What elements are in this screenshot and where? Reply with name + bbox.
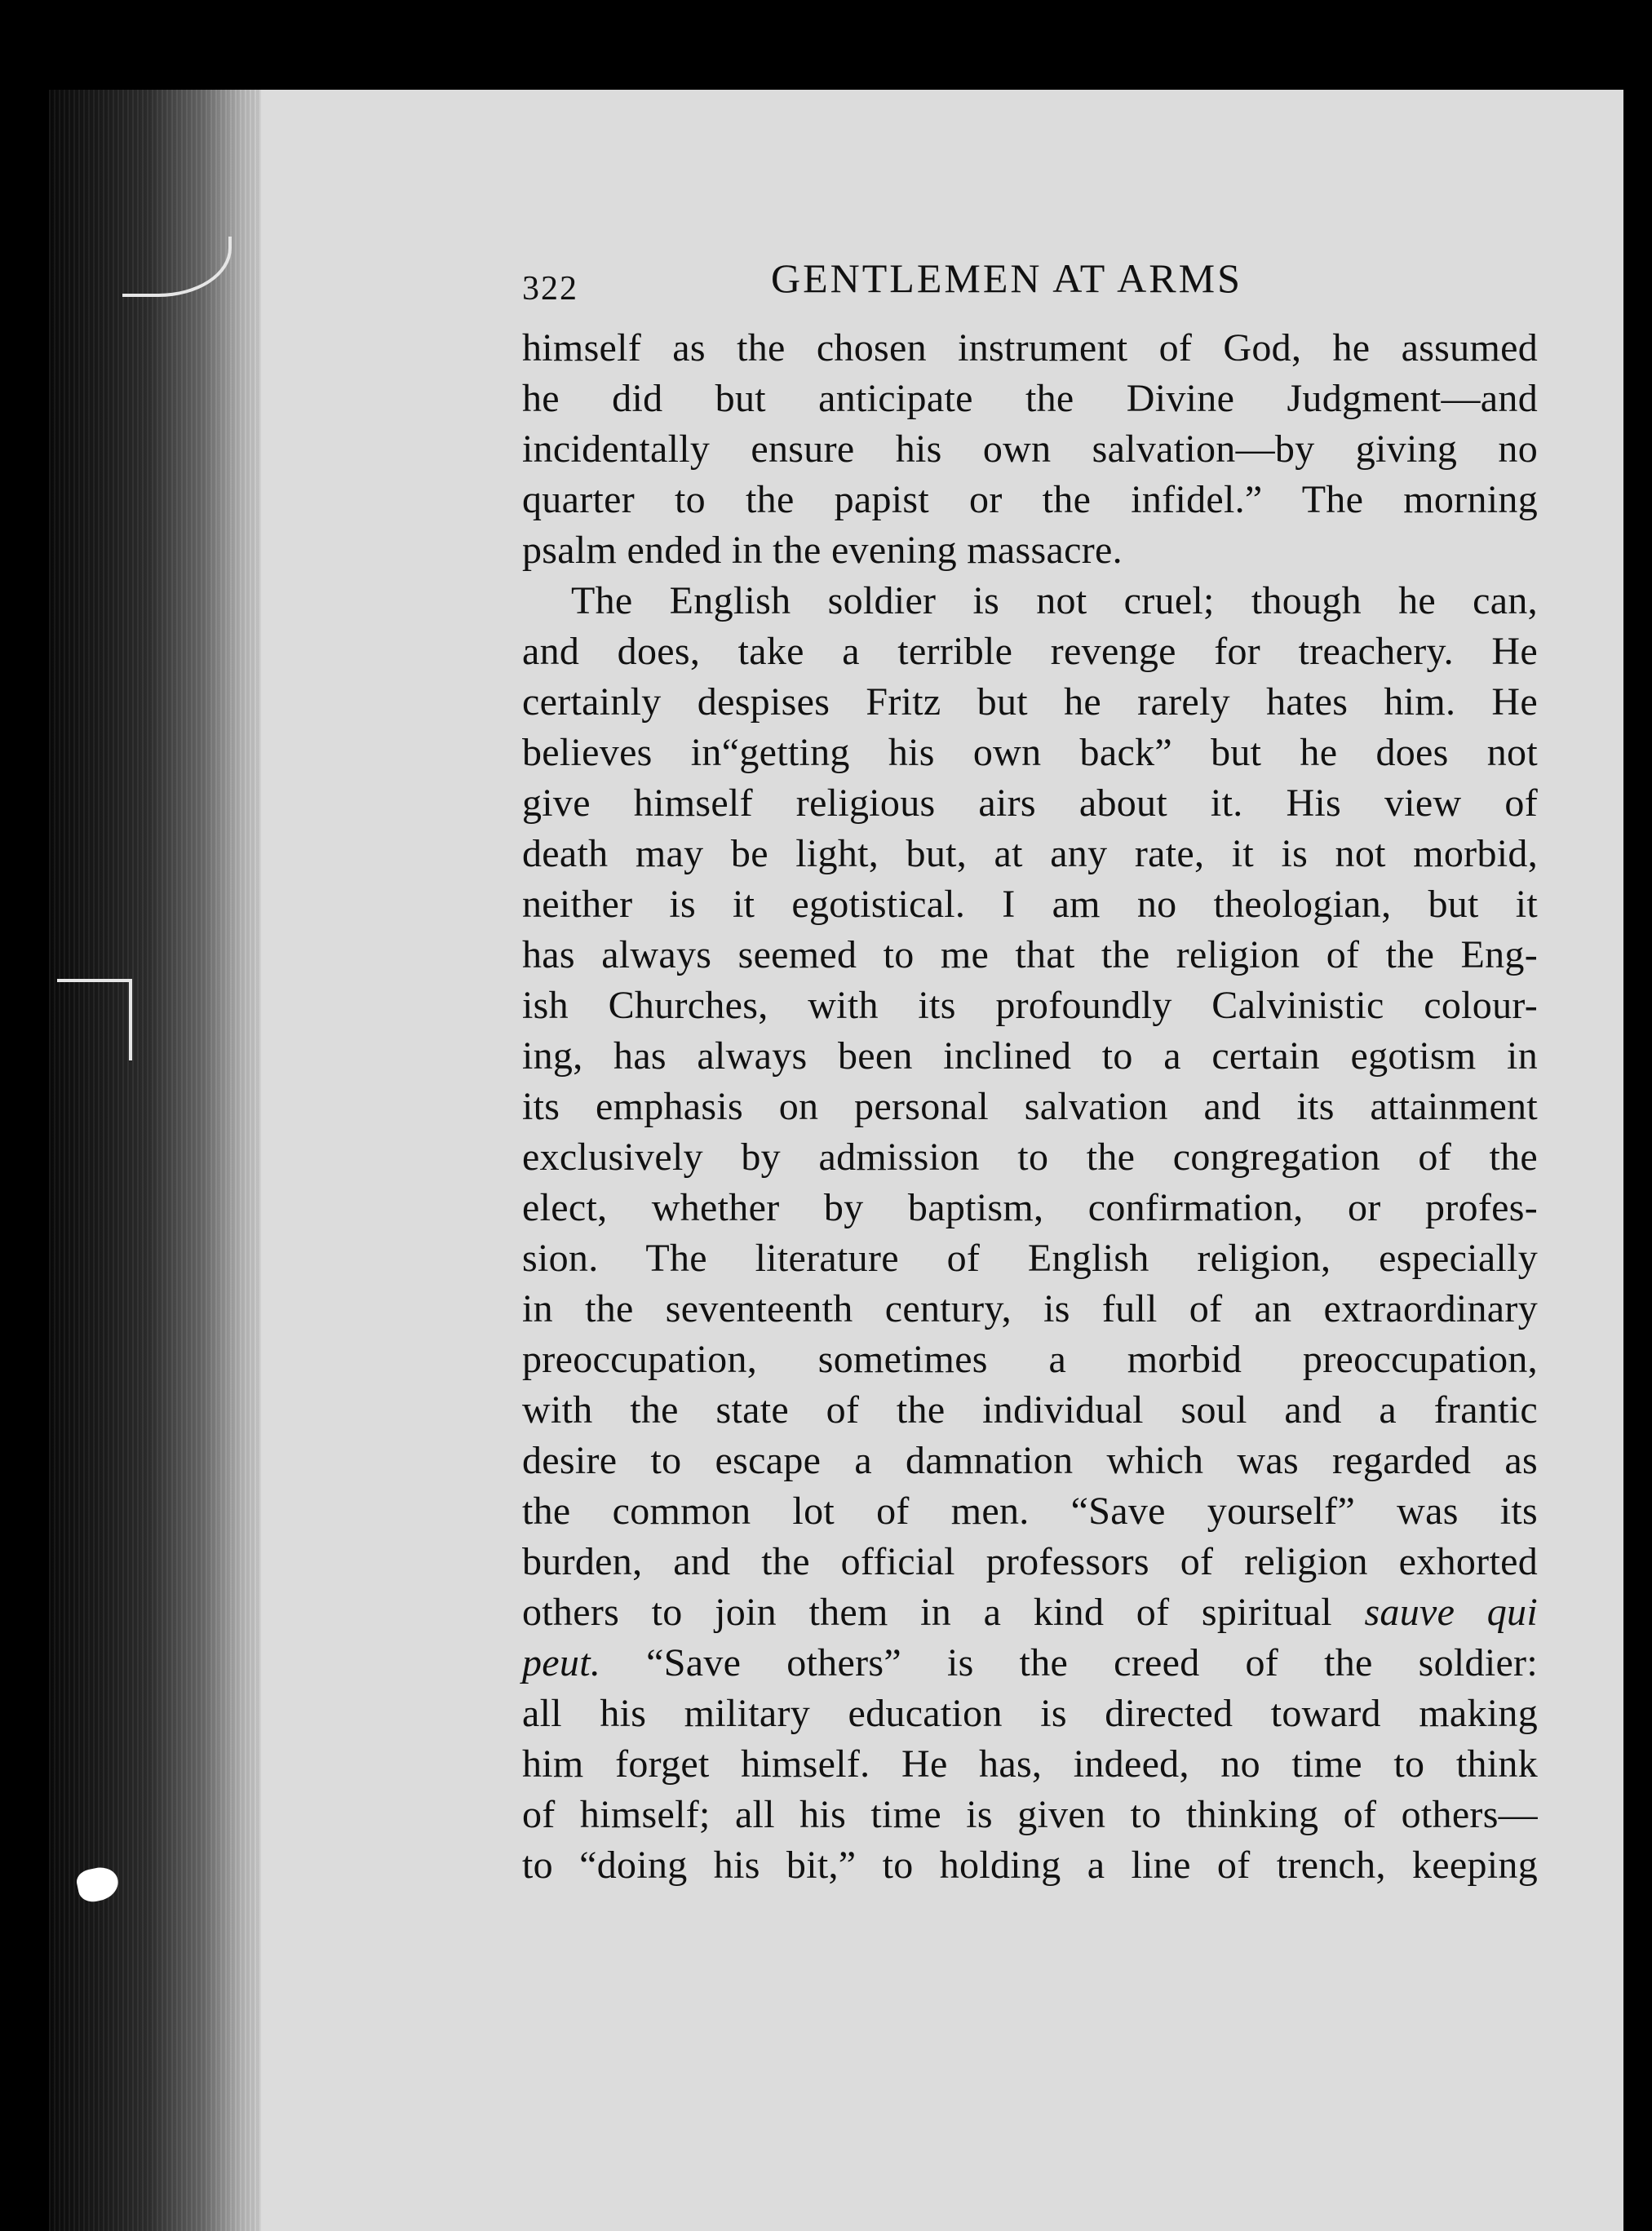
text-line: to “doing his bit,” to holding a line of trench, keeping [522, 1844, 1538, 1887]
text-line: psalm ended in the evening massacre. [522, 529, 1123, 572]
text-line: he did but anticipate the Divine Judgment—and [522, 377, 1538, 420]
scan-right-border [1623, 0, 1652, 2231]
text-line: desire to escape a damnation which was regarded as [522, 1439, 1538, 1482]
text-line: burden, and the official professors of religion exhorted [522, 1540, 1538, 1583]
scan-artifact-bracket [129, 979, 132, 1060]
text-line [522, 1638, 1538, 1689]
text-line: him forget himself. He has, indeed, no time to think [522, 1742, 1538, 1786]
running-title: GENTLEMEN AT ARMS [771, 255, 1242, 301]
text-segment: “Save others” is the creed of the soldier: [646, 1641, 1538, 1684]
text-line: ish Churches, with its profoundly Calvinistic colour- [522, 984, 1538, 1027]
text-line: the common lot of men. “Save yourself” was its [522, 1490, 1538, 1533]
running-head [522, 255, 1583, 312]
text-line [522, 1587, 1538, 1638]
page-number: 322 [522, 270, 578, 308]
italic-phrase: sauve qui [1364, 1591, 1538, 1634]
text-line: quarter to the papist or the infidel.” The morning [522, 478, 1538, 521]
text-line: certainly despises Fritz but he rarely hates him. He [522, 680, 1538, 724]
text-line: and does, take a terrible revenge for treachery. He [522, 630, 1538, 673]
text-segment: others to join them in a kind of spiritual [522, 1591, 1332, 1634]
scan-artifact-bracket [57, 979, 131, 982]
scan-top-border [0, 0, 1652, 91]
text-line: elect, whether by baptism, confirmation, or profes- [522, 1186, 1538, 1229]
text-line: sion. The literature of English religion, especially [522, 1237, 1538, 1280]
text-line: with the state of the individual soul and a frantic [522, 1388, 1538, 1432]
text-line: give himself religious airs about it. His view of [522, 781, 1538, 825]
text-line: its emphasis on personal salvation and its attainment [522, 1085, 1538, 1128]
text-line: incidentally ensure his own salvation—by giving no [522, 427, 1538, 471]
text-line: has always seemed to me that the religion of the Eng- [522, 933, 1538, 976]
text-line: of himself; all his time is given to thinking of others— [522, 1793, 1538, 1836]
text-line: death may be light, but, at any rate, it is not morbid, [522, 832, 1538, 875]
text-line: believes in“getting his own back” but he does not [522, 731, 1538, 774]
body-text [522, 323, 1538, 1891]
text-line: preoccupation, sometimes a morbid preoccupation, [522, 1338, 1538, 1381]
italic-phrase: peut. [522, 1641, 601, 1684]
text-line: ing, has always been inclined to a certain egotism in [522, 1034, 1538, 1078]
text-line: exclusively by admission to the congregation of the [522, 1135, 1538, 1179]
book-gutter-texture [49, 90, 269, 2231]
text-line: himself as the chosen instrument of God, he assumed [522, 326, 1538, 370]
text-line: all his military education is directed toward making [522, 1692, 1538, 1735]
text-line: in the seventeenth century, is full of an extraordinary [522, 1287, 1538, 1330]
text-line: neither is it egotistical. I am no theologian, but it [522, 883, 1538, 926]
text-line: The English soldier is not cruel; though he can, [571, 579, 1538, 622]
